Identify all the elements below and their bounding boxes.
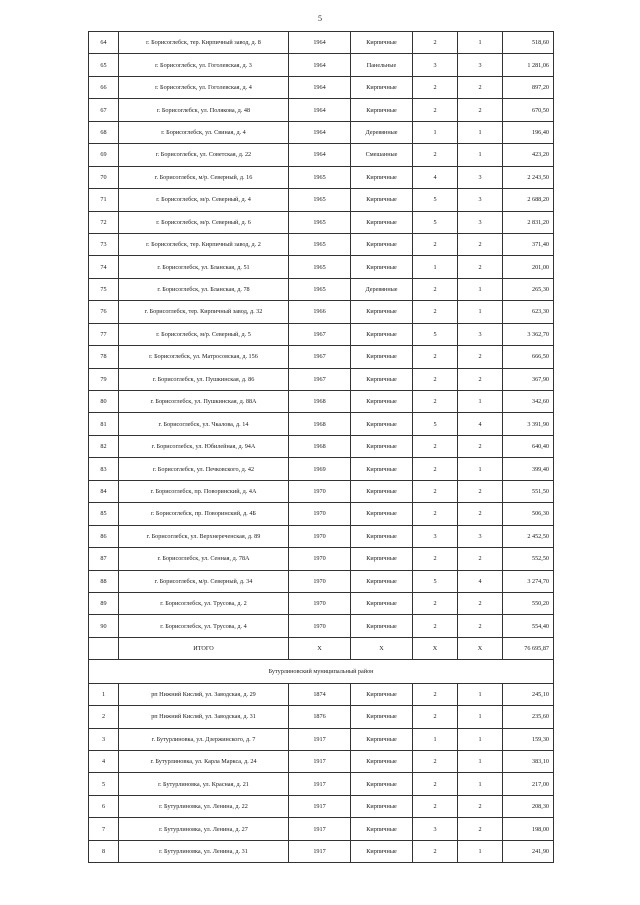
year-built-cell: 1917 xyxy=(289,751,351,773)
table-body-bottom xyxy=(89,683,554,863)
table-row xyxy=(89,592,554,614)
wall-material-cell: Кирпичные xyxy=(351,525,413,547)
floor-count-cell: 2 xyxy=(413,615,458,637)
entrance-count-cell: 2 xyxy=(458,76,503,98)
table-row xyxy=(89,706,554,728)
wall-material-cell: Кирпичные xyxy=(351,211,413,233)
entrance-count-cell: 2 xyxy=(458,480,503,502)
row-number-cell: 66 xyxy=(89,76,119,98)
total-area-cell: 1 281,06 xyxy=(503,54,554,76)
table-row xyxy=(89,840,554,862)
table-row xyxy=(89,773,554,795)
row-number-cell: 2 xyxy=(89,706,119,728)
total-label: ИТОГО xyxy=(119,637,289,659)
table-row xyxy=(89,189,554,211)
total-area-cell: 506,30 xyxy=(503,503,554,525)
wall-material-cell: Кирпичные xyxy=(351,391,413,413)
address-cell: рп Нижний Кисляй, ул. Заводская, д. 31 xyxy=(119,706,289,728)
row-number-cell: 8 xyxy=(89,840,119,862)
wall-material-cell: Кирпичные xyxy=(351,166,413,188)
entrance-count-cell: 2 xyxy=(458,795,503,817)
address-cell: г. Бутурлиновка, ул. Ленина, д. 27 xyxy=(119,818,289,840)
entrance-count-cell: 2 xyxy=(458,503,503,525)
table-row xyxy=(89,570,554,592)
wall-material-cell: Кирпичные xyxy=(351,458,413,480)
total-area-cell: 623,30 xyxy=(503,301,554,323)
year-built-cell: 1964 xyxy=(289,54,351,76)
wall-material-cell: Кирпичные xyxy=(351,706,413,728)
floor-count-cell: 2 xyxy=(413,99,458,121)
address-cell: г. Борисоглебск, ул. Гоголевская, д. 3 xyxy=(119,54,289,76)
row-number-cell: 82 xyxy=(89,435,119,457)
entrance-count-cell: 1 xyxy=(458,728,503,750)
total-area-cell: 518,60 xyxy=(503,32,554,54)
floor-count-cell: 2 xyxy=(413,683,458,705)
floor-count-cell: 2 xyxy=(413,278,458,300)
floor-count-cell: 2 xyxy=(413,368,458,390)
total-area-cell: 3 362,70 xyxy=(503,323,554,345)
floor-count-cell: 5 xyxy=(413,413,458,435)
floor-count-cell: 2 xyxy=(413,592,458,614)
address-cell: г. Борисоглебск, ул. Пушкинская, д. 88А xyxy=(119,391,289,413)
table-row xyxy=(89,323,554,345)
total-area-cell: 2 452,50 xyxy=(503,525,554,547)
table-row xyxy=(89,233,554,255)
year-built-cell: 1969 xyxy=(289,458,351,480)
wall-material-cell: Кирпичные xyxy=(351,233,413,255)
table-row xyxy=(89,728,554,750)
total-area-cell: 383,10 xyxy=(503,751,554,773)
row-number-cell: 3 xyxy=(89,728,119,750)
row-number-cell: 1 xyxy=(89,683,119,705)
entrance-count-cell: 1 xyxy=(458,706,503,728)
floor-count-cell: 1 xyxy=(413,256,458,278)
floor-count-cell: 2 xyxy=(413,480,458,502)
floor-count-cell: 2 xyxy=(413,503,458,525)
address-cell: г. Бутурлиновка, ул. Ленина, д. 22 xyxy=(119,795,289,817)
address-cell: г. Бутурлиновка, ул. Карла Маркса, д. 24 xyxy=(119,751,289,773)
floor-count-cell: 3 xyxy=(413,54,458,76)
address-cell: г. Борисоглебск, ул. Чкалова, д. 14 xyxy=(119,413,289,435)
row-number-cell: 5 xyxy=(89,773,119,795)
wall-material-cell: Кирпичные xyxy=(351,548,413,570)
total-material: X xyxy=(351,637,413,659)
year-built-cell: 1965 xyxy=(289,189,351,211)
total-floors: X xyxy=(413,637,458,659)
section-header-row xyxy=(89,660,554,683)
address-cell: г. Борисоглебск, м/р. Северный, д. 16 xyxy=(119,166,289,188)
total-entrances: X xyxy=(458,637,503,659)
address-cell: рп Нижний Кисляй, ул. Заводская, д. 29 xyxy=(119,683,289,705)
total-area-cell: 554,40 xyxy=(503,615,554,637)
year-built-cell: 1964 xyxy=(289,32,351,54)
floor-count-cell: 2 xyxy=(413,301,458,323)
address-cell: г. Борисоглебск, ул. Трусова, д. 4 xyxy=(119,615,289,637)
floor-count-cell: 1 xyxy=(413,728,458,750)
floor-count-cell: 2 xyxy=(413,706,458,728)
wall-material-cell: Кирпичные xyxy=(351,570,413,592)
year-built-cell: 1917 xyxy=(289,840,351,862)
address-cell: г. Борисоглебск, м/р. Северный, д. 34 xyxy=(119,570,289,592)
row-number-cell: 81 xyxy=(89,413,119,435)
total-area-cell: 3 391,90 xyxy=(503,413,554,435)
floor-count-cell: 2 xyxy=(413,751,458,773)
address-cell: г. Борисоглебск, ул. Пушкинская, д. 86 xyxy=(119,368,289,390)
floor-count-cell: 2 xyxy=(413,32,458,54)
row-number-cell: 71 xyxy=(89,189,119,211)
table-row xyxy=(89,683,554,705)
entrance-count-cell: 2 xyxy=(458,99,503,121)
year-built-cell: 1874 xyxy=(289,683,351,705)
entrance-count-cell: 2 xyxy=(458,233,503,255)
section-title: Бутурлиновский муниципальный район xyxy=(89,660,554,683)
year-built-cell: 1964 xyxy=(289,144,351,166)
row-number-cell: 84 xyxy=(89,480,119,502)
entrance-count-cell: 4 xyxy=(458,413,503,435)
row-number-cell: 6 xyxy=(89,795,119,817)
entrance-count-cell: 3 xyxy=(458,525,503,547)
entrance-count-cell: 1 xyxy=(458,278,503,300)
year-built-cell: 1967 xyxy=(289,323,351,345)
address-cell: г. Борисоглебск, ул. Трусова, д. 2 xyxy=(119,592,289,614)
entrance-count-cell: 1 xyxy=(458,391,503,413)
wall-material-cell: Кирпичные xyxy=(351,413,413,435)
floor-count-cell: 3 xyxy=(413,818,458,840)
table-row xyxy=(89,548,554,570)
year-built-cell: 1968 xyxy=(289,391,351,413)
row-number-cell: 86 xyxy=(89,525,119,547)
wall-material-cell: Кирпичные xyxy=(351,592,413,614)
entrance-count-cell: 2 xyxy=(458,818,503,840)
year-built-cell: 1917 xyxy=(289,728,351,750)
row-number-cell: 4 xyxy=(89,751,119,773)
year-built-cell: 1964 xyxy=(289,99,351,121)
floor-count-cell: 2 xyxy=(413,233,458,255)
floor-count-cell: 5 xyxy=(413,570,458,592)
total-area-cell: 2 688,20 xyxy=(503,189,554,211)
entrance-count-cell: 1 xyxy=(458,840,503,862)
floor-count-cell: 2 xyxy=(413,144,458,166)
floor-count-cell: 2 xyxy=(413,458,458,480)
row-number-cell: 77 xyxy=(89,323,119,345)
total-area-cell: 342,60 xyxy=(503,391,554,413)
table-row xyxy=(89,301,554,323)
total-area-cell: 208,30 xyxy=(503,795,554,817)
page-number: 5 xyxy=(318,14,322,23)
year-built-cell: 1917 xyxy=(289,818,351,840)
row-number-cell: 85 xyxy=(89,503,119,525)
total-area-cell: 2 243,50 xyxy=(503,166,554,188)
entrance-count-cell: 2 xyxy=(458,435,503,457)
wall-material-cell: Кирпичные xyxy=(351,368,413,390)
entrance-count-cell: 2 xyxy=(458,368,503,390)
floor-count-cell: 2 xyxy=(413,795,458,817)
floor-count-cell: 2 xyxy=(413,840,458,862)
address-cell: г. Борисоглебск, ул. Сенная, д. 78А xyxy=(119,548,289,570)
year-built-cell: 1970 xyxy=(289,548,351,570)
table-row xyxy=(89,32,554,54)
wall-material-cell: Кирпичные xyxy=(351,256,413,278)
entrance-count-cell: 3 xyxy=(458,189,503,211)
year-built-cell: 1970 xyxy=(289,592,351,614)
year-built-cell: 1965 xyxy=(289,256,351,278)
row-number-cell: 72 xyxy=(89,211,119,233)
wall-material-cell: Смешанные xyxy=(351,144,413,166)
table-row xyxy=(89,525,554,547)
address-cell: г. Борисоглебск, ул. Советская, д. 22 xyxy=(119,144,289,166)
entrance-count-cell: 2 xyxy=(458,346,503,368)
year-built-cell: 1917 xyxy=(289,795,351,817)
wall-material-cell: Кирпичные xyxy=(351,99,413,121)
row-number-cell: 79 xyxy=(89,368,119,390)
floor-count-cell: 2 xyxy=(413,773,458,795)
row-number-cell: 69 xyxy=(89,144,119,166)
year-built-cell: 1965 xyxy=(289,278,351,300)
row-number-cell: 73 xyxy=(89,233,119,255)
address-cell: г. Борисоглебск, ул. Бланская, д. 51 xyxy=(119,256,289,278)
wall-material-cell: Деревянные xyxy=(351,121,413,143)
entrance-count-cell: 2 xyxy=(458,548,503,570)
row-number-cell: 70 xyxy=(89,166,119,188)
floor-count-cell: 2 xyxy=(413,391,458,413)
entrance-count-cell: 2 xyxy=(458,592,503,614)
table-row xyxy=(89,435,554,457)
total-area-cell: 423,20 xyxy=(503,144,554,166)
wall-material-cell: Кирпичные xyxy=(351,76,413,98)
wall-material-cell: Кирпичные xyxy=(351,728,413,750)
entrance-count-cell: 2 xyxy=(458,615,503,637)
year-built-cell: 1917 xyxy=(289,773,351,795)
year-built-cell: 1964 xyxy=(289,76,351,98)
year-built-cell: 1966 xyxy=(289,301,351,323)
total-area-cell: 2 831,20 xyxy=(503,211,554,233)
wall-material-cell: Кирпичные xyxy=(351,346,413,368)
wall-material-cell: Кирпичные xyxy=(351,189,413,211)
address-cell: г. Борисоглебск, тер. Кирпичный завод, д. 32 xyxy=(119,301,289,323)
total-area-cell: 159,30 xyxy=(503,728,554,750)
table-row xyxy=(89,166,554,188)
row-number-cell: 76 xyxy=(89,301,119,323)
total-area-cell: 241,90 xyxy=(503,840,554,862)
total-area-cell: 550,20 xyxy=(503,592,554,614)
table-row xyxy=(89,458,554,480)
wall-material-cell: Кирпичные xyxy=(351,840,413,862)
entrance-count-cell: 4 xyxy=(458,570,503,592)
entrance-count-cell: 1 xyxy=(458,773,503,795)
year-built-cell: 1970 xyxy=(289,525,351,547)
total-area-cell: 666,50 xyxy=(503,346,554,368)
total-area-cell: 640,40 xyxy=(503,435,554,457)
total-area-cell: 897,20 xyxy=(503,76,554,98)
entrance-count-cell: 1 xyxy=(458,121,503,143)
entrance-count-cell: 3 xyxy=(458,323,503,345)
row-number-cell: 90 xyxy=(89,615,119,637)
floor-count-cell: 2 xyxy=(413,346,458,368)
floor-count-cell: 4 xyxy=(413,166,458,188)
entrance-count-cell: 1 xyxy=(458,751,503,773)
address-cell: г. Борисоглебск, м/р. Северный, д. 4 xyxy=(119,189,289,211)
address-cell: г. Бутурлиновка, ул. Дзержинского, д. 7 xyxy=(119,728,289,750)
total-area: 76 695,87 xyxy=(503,637,554,659)
table-row xyxy=(89,480,554,502)
year-built-cell: 1967 xyxy=(289,368,351,390)
total-area-cell: 201,00 xyxy=(503,256,554,278)
row-number-cell: 65 xyxy=(89,54,119,76)
year-built-cell: 1965 xyxy=(289,211,351,233)
row-number-cell: 87 xyxy=(89,548,119,570)
entrance-count-cell: 3 xyxy=(458,211,503,233)
address-cell: г. Борисоглебск, пр. Поворинский, д. 4Б xyxy=(119,503,289,525)
table-row xyxy=(89,413,554,435)
address-cell: г. Борисоглебск, м/р. Северный, д. 6 xyxy=(119,211,289,233)
row-number-cell: 78 xyxy=(89,346,119,368)
entrance-count-cell: 1 xyxy=(458,32,503,54)
housing-table xyxy=(88,31,554,863)
year-built-cell: 1968 xyxy=(289,435,351,457)
address-cell: г. Борисоглебск, пр. Поворинский, д. 4А xyxy=(119,480,289,502)
entrance-count-cell: 1 xyxy=(458,683,503,705)
floor-count-cell: 3 xyxy=(413,525,458,547)
wall-material-cell: Деревянные xyxy=(351,278,413,300)
address-cell: г. Борисоглебск, ул. Свиная, д. 4 xyxy=(119,121,289,143)
floor-count-cell: 5 xyxy=(413,211,458,233)
table-row xyxy=(89,54,554,76)
wall-material-cell: Кирпичные xyxy=(351,480,413,502)
total-area-cell: 265,30 xyxy=(503,278,554,300)
table-row xyxy=(89,278,554,300)
year-built-cell: 1965 xyxy=(289,166,351,188)
wall-material-cell: Кирпичные xyxy=(351,615,413,637)
wall-material-cell: Кирпичные xyxy=(351,435,413,457)
row-number-cell: 75 xyxy=(89,278,119,300)
address-cell: г. Борисоглебск, ул. Матросовская, д. 156 xyxy=(119,346,289,368)
wall-material-cell: Кирпичные xyxy=(351,795,413,817)
total-area-cell: 552,50 xyxy=(503,548,554,570)
table-row xyxy=(89,76,554,98)
total-area-cell: 196,40 xyxy=(503,121,554,143)
table-row xyxy=(89,144,554,166)
year-built-cell: 1964 xyxy=(289,121,351,143)
year-built-cell: 1967 xyxy=(289,346,351,368)
row-number-cell: 68 xyxy=(89,121,119,143)
address-cell: г. Борисоглебск, тер. Кирпичный завод, д. 2 xyxy=(119,233,289,255)
entrance-count-cell: 3 xyxy=(458,54,503,76)
table-row xyxy=(89,751,554,773)
row-number-cell: 88 xyxy=(89,570,119,592)
row-number-cell: 7 xyxy=(89,818,119,840)
table-row xyxy=(89,615,554,637)
entrance-count-cell: 1 xyxy=(458,458,503,480)
wall-material-cell: Кирпичные xyxy=(351,301,413,323)
year-built-cell: 1876 xyxy=(289,706,351,728)
address-cell: г. Борисоглебск, ул. Полякова, д. 48 xyxy=(119,99,289,121)
total-area-cell: 399,40 xyxy=(503,458,554,480)
address-cell: г. Борисоглебск, м/р. Северный, д. 5 xyxy=(119,323,289,345)
total-area-cell: 245,10 xyxy=(503,683,554,705)
year-built-cell: 1965 xyxy=(289,233,351,255)
address-cell: г. Борисоглебск, ул. Гоголевская, д. 4 xyxy=(119,76,289,98)
address-cell: г. Борисоглебск, ул. Юбилейная, д. 94А xyxy=(119,435,289,457)
year-built-cell: 1970 xyxy=(289,480,351,502)
entrance-count-cell: 1 xyxy=(458,144,503,166)
wall-material-cell: Кирпичные xyxy=(351,751,413,773)
total-row xyxy=(89,637,554,659)
row-number-cell: 64 xyxy=(89,32,119,54)
total-area-cell: 367,90 xyxy=(503,368,554,390)
table-row xyxy=(89,391,554,413)
floor-count-cell: 5 xyxy=(413,189,458,211)
table-body-top xyxy=(89,32,554,638)
row-number-cell: 89 xyxy=(89,592,119,614)
wall-material-cell: Панельные xyxy=(351,54,413,76)
table-row xyxy=(89,99,554,121)
floor-count-cell: 5 xyxy=(413,323,458,345)
wall-material-cell: Кирпичные xyxy=(351,503,413,525)
year-built-cell: 1970 xyxy=(289,503,351,525)
year-built-cell: 1970 xyxy=(289,570,351,592)
entrance-count-cell: 2 xyxy=(458,256,503,278)
wall-material-cell: Кирпичные xyxy=(351,683,413,705)
row-number-cell: 83 xyxy=(89,458,119,480)
total-area-cell: 551,50 xyxy=(503,480,554,502)
total-area-cell: 3 274,70 xyxy=(503,570,554,592)
total-num-cell xyxy=(89,637,119,659)
address-cell: г. Бутурлиновка, ул. Ленина, д. 31 xyxy=(119,840,289,862)
floor-count-cell: 2 xyxy=(413,548,458,570)
total-year: X xyxy=(289,637,351,659)
year-built-cell: 1968 xyxy=(289,413,351,435)
floor-count-cell: 2 xyxy=(413,76,458,98)
floor-count-cell: 2 xyxy=(413,435,458,457)
address-cell: г. Борисоглебск, ул. Печковского, д. 42 xyxy=(119,458,289,480)
total-area-cell: 235,60 xyxy=(503,706,554,728)
wall-material-cell: Кирпичные xyxy=(351,818,413,840)
table-row xyxy=(89,121,554,143)
table-total-section xyxy=(89,637,554,683)
year-built-cell: 1970 xyxy=(289,615,351,637)
address-cell: г. Борисоглебск, тер. Кирпичный завод, д. 8 xyxy=(119,32,289,54)
table-row xyxy=(89,211,554,233)
total-area-cell: 371,40 xyxy=(503,233,554,255)
row-number-cell: 67 xyxy=(89,99,119,121)
table-row xyxy=(89,818,554,840)
wall-material-cell: Кирпичные xyxy=(351,323,413,345)
row-number-cell: 80 xyxy=(89,391,119,413)
table-row xyxy=(89,256,554,278)
table-row xyxy=(89,503,554,525)
total-area-cell: 217,00 xyxy=(503,773,554,795)
address-cell: г. Борисоглебск, ул. Бланская, д. 78 xyxy=(119,278,289,300)
total-area-cell: 198,00 xyxy=(503,818,554,840)
table-row xyxy=(89,346,554,368)
entrance-count-cell: 1 xyxy=(458,301,503,323)
entrance-count-cell: 3 xyxy=(458,166,503,188)
table-row xyxy=(89,368,554,390)
wall-material-cell: Кирпичные xyxy=(351,773,413,795)
address-cell: г. Борисоглебск, ул. Верхнереченская, д. 89 xyxy=(119,525,289,547)
total-area-cell: 670,50 xyxy=(503,99,554,121)
row-number-cell: 74 xyxy=(89,256,119,278)
floor-count-cell: 1 xyxy=(413,121,458,143)
wall-material-cell: Кирпичные xyxy=(351,32,413,54)
address-cell: г. Бутурлиновка, ул. Красная, д. 21 xyxy=(119,773,289,795)
table-row xyxy=(89,795,554,817)
